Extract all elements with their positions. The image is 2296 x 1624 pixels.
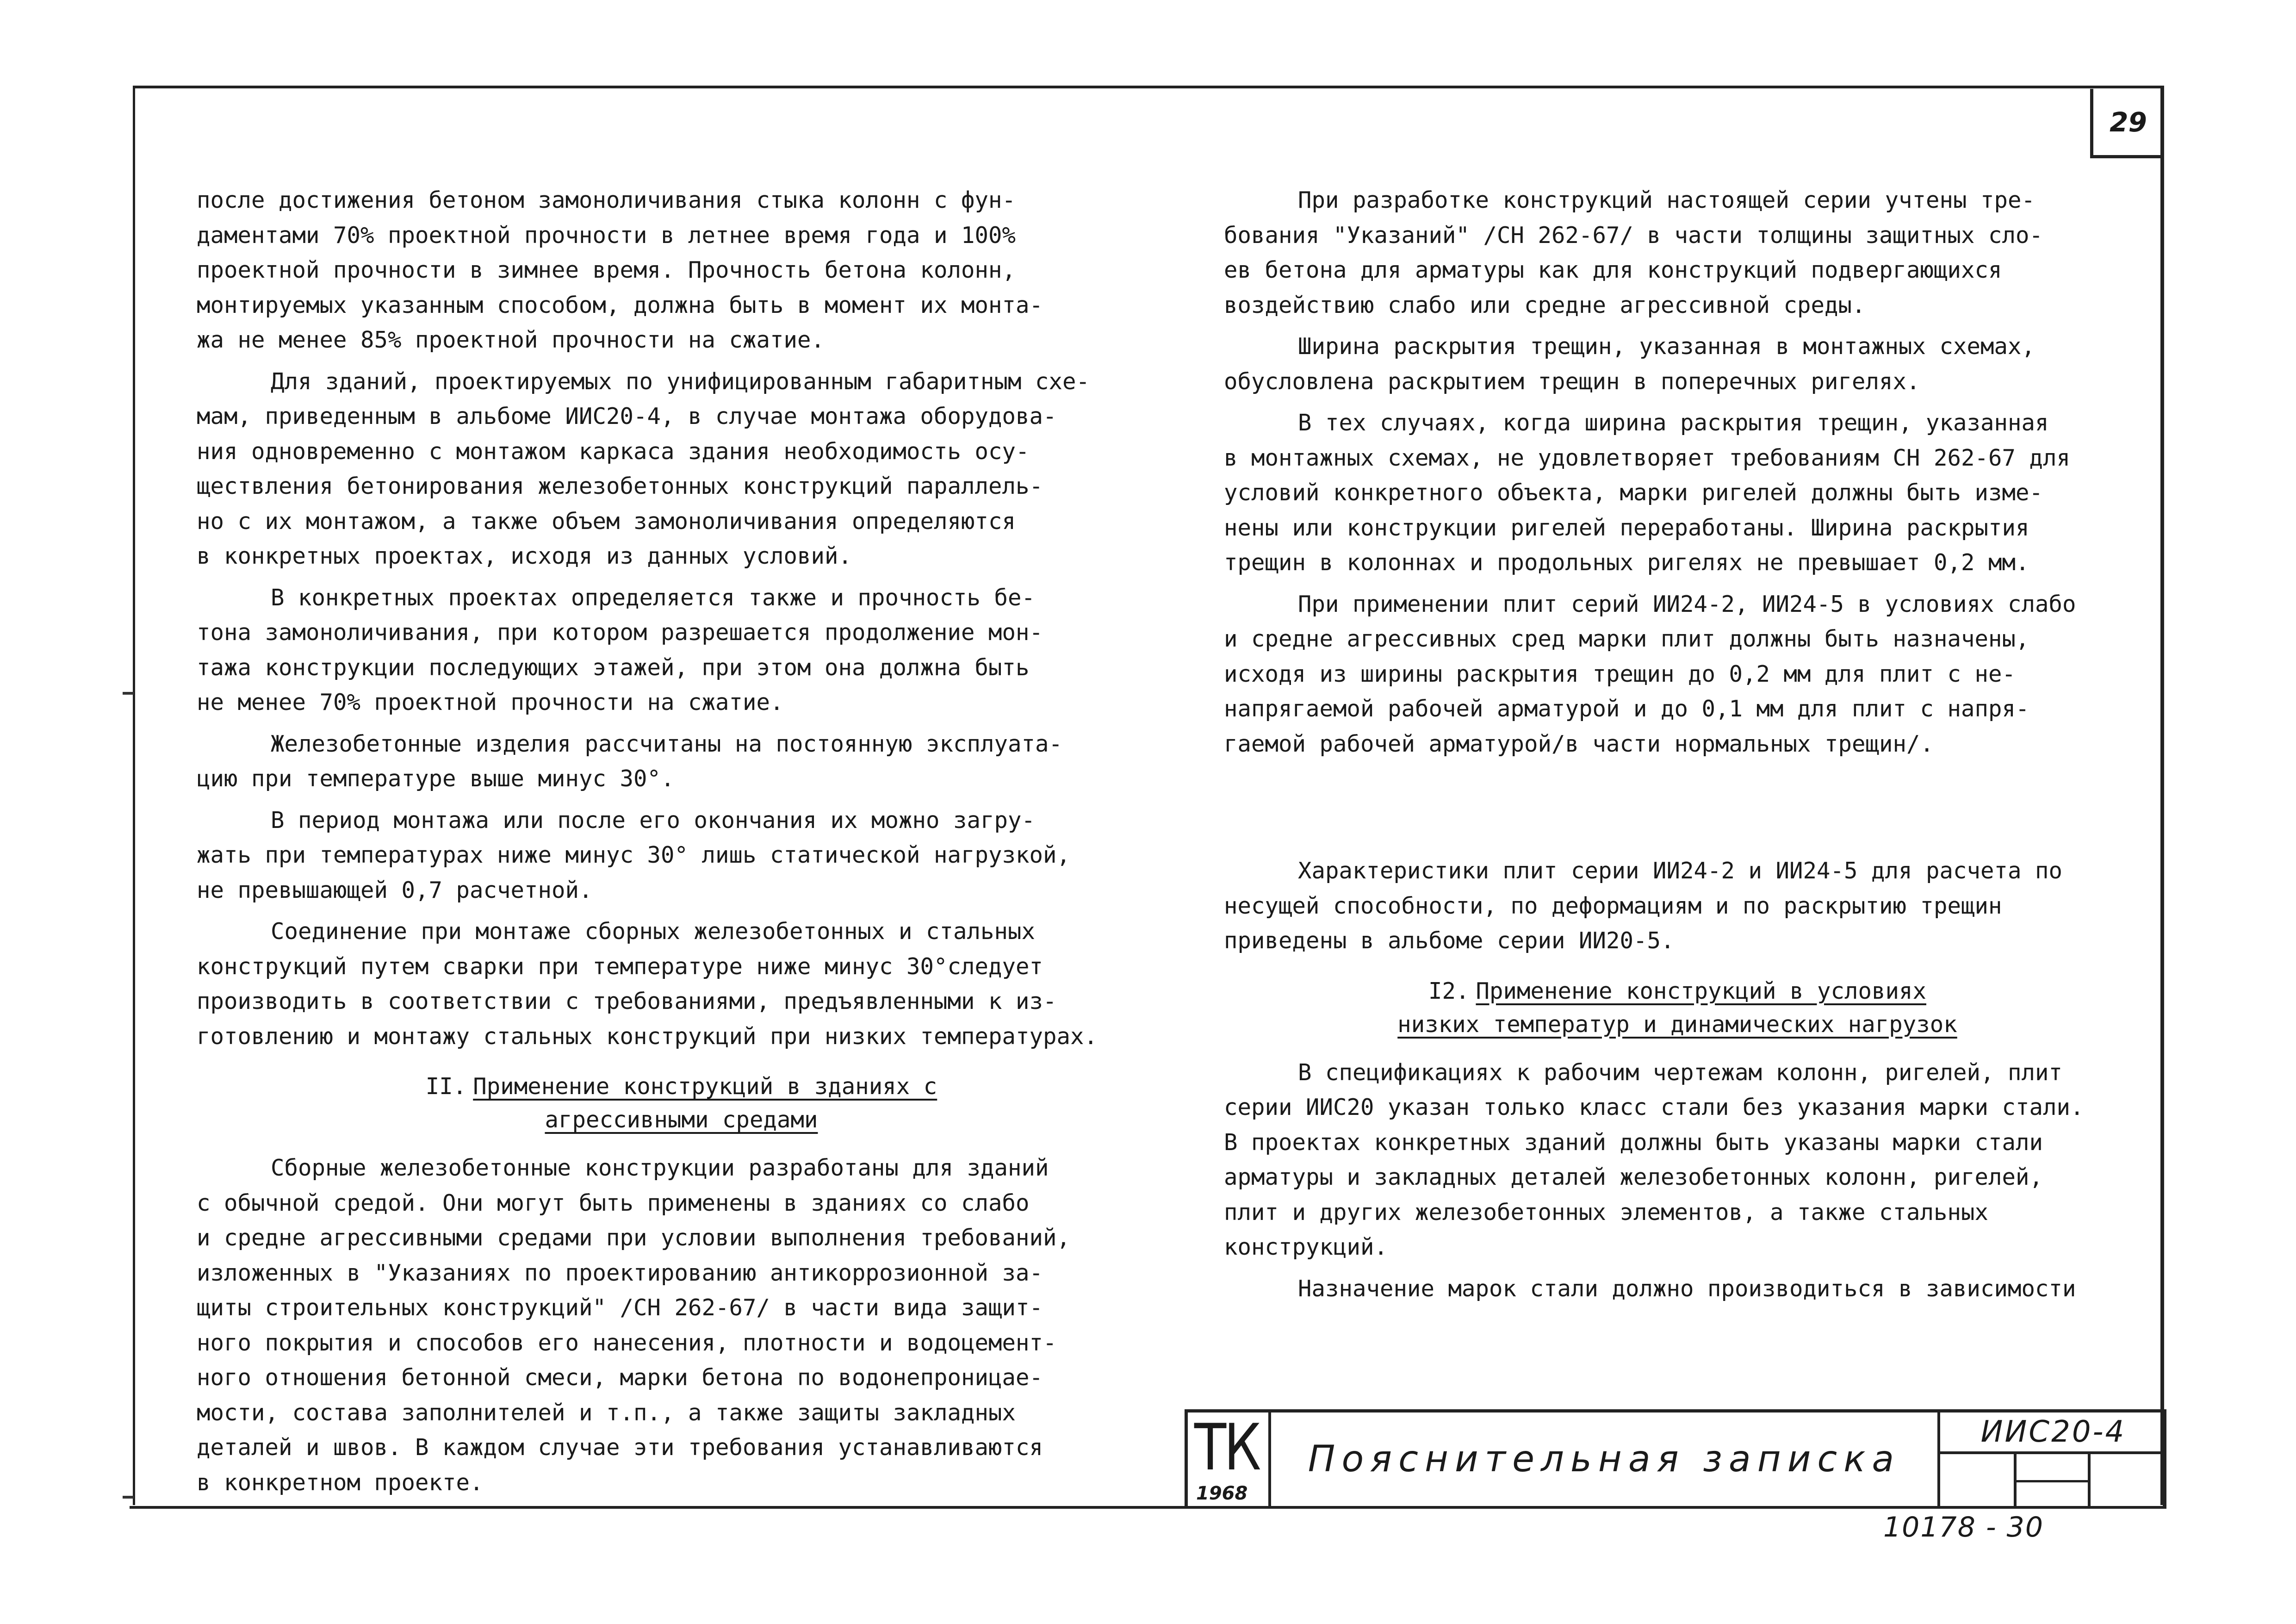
paragraph: после достижения бетоном замоноличивания стыка колонн с фун- даментами 70% проектной прочности в летнее время года и 100% проектной прочности в зимнее время. Прочность бетона колонн, монтируемых указанным способом, должна быть в момент их монта- жа не менее 85% проектной прочности на сжатие.	[197, 187, 1043, 353]
inventory-number: 10178 - 30	[1883, 1511, 2044, 1543]
title-block-cell	[2091, 1454, 2166, 1509]
document-title: Пояснительная записка	[1308, 1438, 1901, 1480]
section-number: I2.	[1428, 977, 1470, 1004]
section-title: Применение конструкций в условиях	[1476, 977, 1927, 1004]
section-title-line2: низких температур и динамических нагрузок	[1397, 1011, 1957, 1038]
page-number: 29	[2090, 89, 2163, 158]
left-column	[197, 183, 1166, 1506]
title-block-cell	[1940, 1454, 2017, 1509]
paragraph: Назначение марок стали должно производиться в зависимости	[1298, 1275, 2076, 1302]
paragraph: При разработке конструкций настоящей серии учтены тре- бования "Указаний" /СН 262-67/ в части толщины защитных сло- ев бетона для арматуры как для конструкций подвергающихся воздействию слабо или средне агрессивной среды.	[1224, 187, 2043, 318]
paragraph: Характеристики плит серии ИИ24-2 и ИИ24-5 для расчета по несущей способности, по деформациям и по раскрытию трещин приведены в альбоме серии ИИ20-5.	[1224, 858, 2063, 954]
section-heading-11	[197, 1070, 1166, 1137]
paragraph: Для зданий, проектируемых по унифицированным габаритным схе- мам, приведенным в альбоме ИИС20-4, в случае монтажа оборудова- ния одновременно с монтажом каркаса здания необходимость осу- ществления бетонирования железобетонных конструкций параллель- но с их монтажом, а также объем замоноличивания определяются в конкретных проектах, исходя из данных условий.	[197, 368, 1090, 569]
title-block-cell	[2017, 1454, 2091, 1509]
section-heading-12	[1224, 975, 2131, 1041]
title-block-org-cell	[1188, 1412, 1271, 1506]
paragraph: Ширина раскрытия трещин, указанная в монтажных схемах, обусловлена раскрытием трещин в поперечных ригелях.	[1224, 333, 2035, 395]
right-column	[1224, 183, 2131, 1313]
title-block	[1185, 1409, 2166, 1509]
spacer	[1224, 768, 2131, 853]
section-title-line2: агрессивными средами	[545, 1107, 818, 1133]
paragraph: В спецификациях к рабочим чертежам колонн, ригелей, плит серии ИИС20 указан только класс стали без указания марки стали. В проектах конкретных зданий должны быть указаны марки стали арматуры и закладных деталей железобетонных колонн, ригелей, плит и других железобетонных элементов, а также стальных конструкций.	[1224, 1059, 2084, 1260]
section-number: II.	[425, 1073, 467, 1100]
title-block-right	[1937, 1412, 2166, 1506]
section-title: Применение конструкций в зданиях с	[473, 1073, 937, 1100]
paragraph: В тех случаях, когда ширина раскрытия трещин, указанная в монтажных схемах, не удовлетворяет требованиям СН 262-67 для условий конкретного объекта, марки ригелей должны быть изме- нены или конструкции ригелей переработаны. Ширина раскрытия трещин в колоннах и продольных ригелях не превышает 0,2 мм.	[1224, 410, 2071, 576]
paragraph: Железобетонные изделия рассчитаны на постоянную эксплуата- цию при температуре выше минус 30°.	[197, 730, 1063, 792]
org-abbreviation: ТК	[1194, 1410, 1259, 1485]
paragraph: В конкретных проектах определяется также и прочность бе- тона замоноличивания, при котором разрешается продолжение мон- тажа конструкции последующих этажей, при этом она должна быть не менее 70% проектной прочности на сжатие.	[197, 584, 1043, 716]
paragraph: При применении плит серий ИИ24-2, ИИ24-5 в условиях слабо и средне агрессивных сред марки плит должны быть назначены, исходя из ширины раскрытия трещин до 0,2 мм для плит с не- напрягаемой рабочей арматурой и до 0,1 мм для плит с напря- гаемой рабочей арматурой/в части нормальных трещин/.	[1224, 591, 2076, 757]
year: 1968	[1196, 1483, 1248, 1504]
paragraph: Соединение при монтаже сборных железобетонных и стальных конструкций путем сварки при температуре ниже минус 30°следует производить в соответствии с требованиями, предъявленными к из- готовлению и монтажу стальных конструкций при низких температурах.	[197, 918, 1098, 1050]
paragraph: Сборные железобетонные конструкции разработаны для зданий с обычной средой. Они могут быть применены в зданиях со слабо и средне агрессивными средами при условии выполнения требований, изложенных в "Указаниях по проектированию антикоррозионной за- щиты строительных конструкций" /СН 262-67/ в части вида защит- ного покрытия и способов его нанесения, плотности и водоцемент- ного отношения бетонной смеси, марки бетона по водонепроницае- мости, состава заполнителей и т.п., а также защиты закладных деталей и швов. В каждом случае эти требования устанавливаются в конкретном проекте.	[197, 1155, 1071, 1496]
series-code: ИИС20-4	[1940, 1412, 2166, 1454]
paragraph: В период монтажа или после его окончания их можно загру- жать при температурах ниже минус 30° лишь статической нагрузкой, не превышающей 0,7 расчетной.	[197, 807, 1071, 903]
margin-mark	[123, 1496, 134, 1499]
margin-mark	[123, 692, 134, 695]
